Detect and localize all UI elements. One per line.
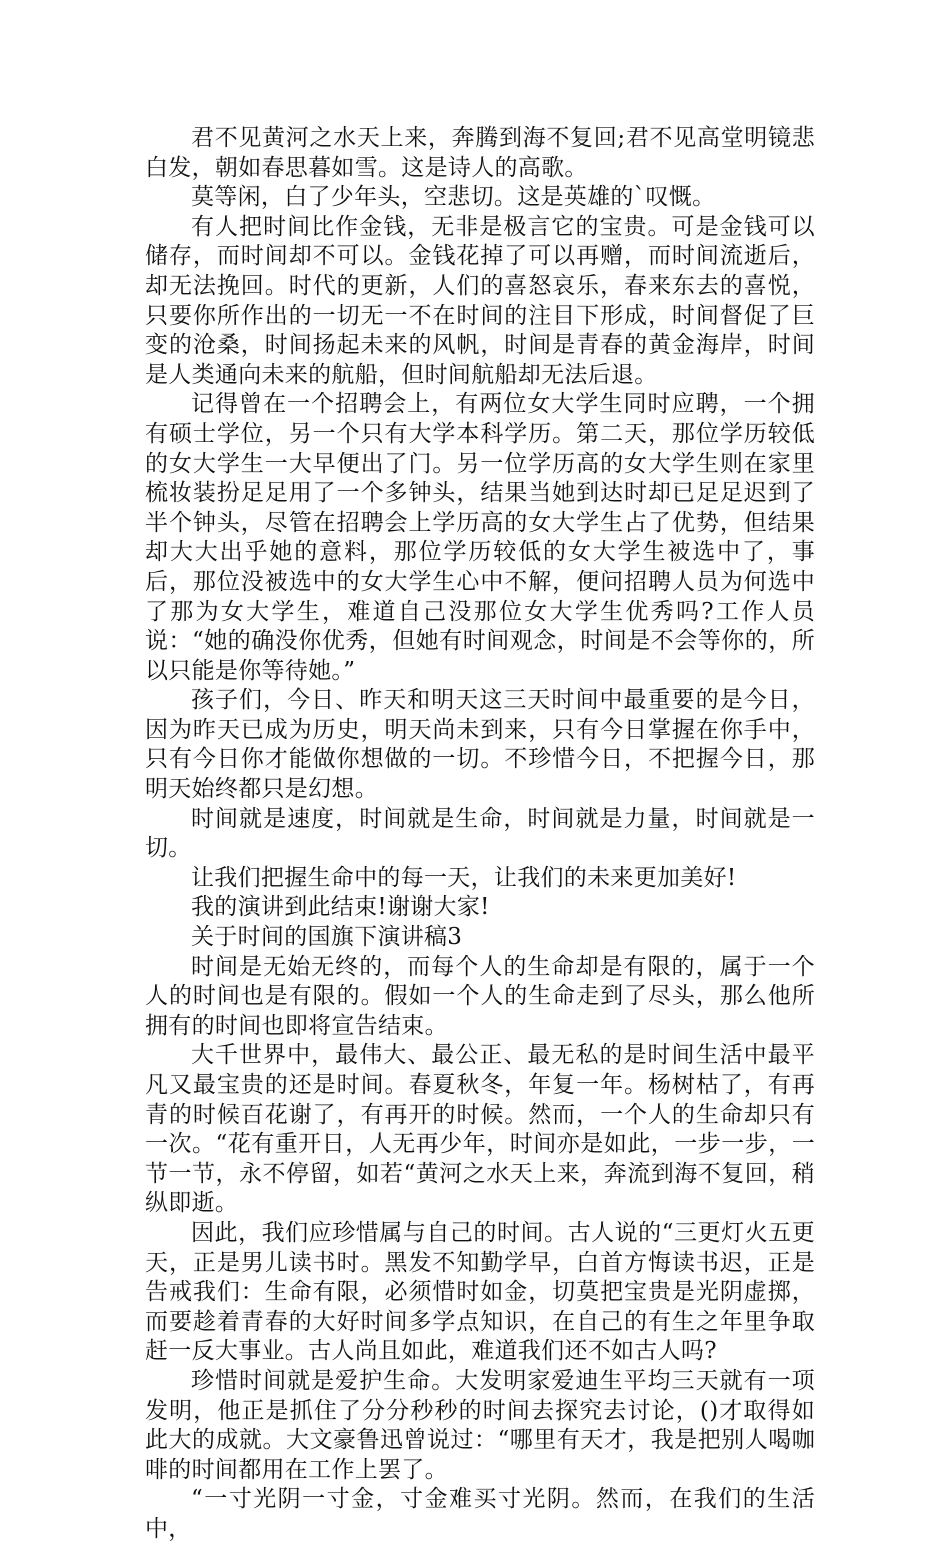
paragraph: 君不见黄河之水天上来，奔腾到海不复回;君不见高堂明镜悲白发，朝如春思暮如雪。这是诗人的高歌。 — [145, 125, 815, 181]
paragraph: 我的演讲到此结束!谢谢大家! — [191, 894, 490, 921]
section-heading: 关于时间的国旗下演讲稿3 — [191, 924, 463, 951]
paragraph: 时间是无始无终的，而每个人的生命却是有限的，属于一个人的时间也是有限的。假如一个人的生命走到了尽头，那么他所拥有的时间也即将宣告结束。 — [145, 953, 815, 1039]
paragraph: “一寸光阴一寸金，寸金难买寸光阴。然而，在我们的生活中， — [145, 1486, 815, 1542]
paragraph: 大千世界中，最伟大、最公正、最无私的是时间生活中最平凡又最宝贵的还是时间。春夏秋冬，年复一年。杨树枯了，有再青的时候百花谢了，有再开的时候。然而，一个人的生命却只有一次。“花有重开日，人无再少年，时间亦是如此，一步一步，一节一节，永不停留，如若“黄河之水天上来，奔流到海不复回，稍纵即逝。 — [145, 1042, 815, 1217]
paragraph: 孩子们，今日、昨天和明天这三天时间中最重要的是今日，因为昨天已成为历史，明天尚未到来，只有今日掌握在你手中，只有今日你才能做你想做的一切。不珍惜今日，不把握今日，那明天始终都只是幻想。 — [145, 687, 815, 803]
paragraph: 因此，我们应珍惜属与自己的时间。古人说的“三更灯火五更天，正是男儿读书时。黑发不知勤学早，白首方悔读书迟，正是告戒我们：生命有限，必须惜时如金，切莫把宝贵是光阴虚掷，而要趁着青春的大好时间多学点知识，在自己的有生之年里争取赶一反大事业。古人尚且如此，难道我们还不如古人吗? — [145, 1219, 815, 1365]
paragraph: 有人把时间比作金钱，无非是极言它的宝贵。可是金钱可以储存，而时间却不可以。金钱花掉了可以再赠，而时间流逝后，却无法挽回。时代的更新，人们的喜怒哀乐，春来东去的喜悦，只要你所作出的一切无一不在时间的注目下形成，时间督促了巨变的沧桑，时间扬起未来的风帆，时间是青春的黄金海岸，时间是人类通向未来的航船，但时间航船却无法后退。 — [145, 213, 815, 388]
document-body — [145, 124, 815, 1545]
paragraph: 莫等闲，白了少年头，空悲切。这是英雄的`叹慨。 — [191, 184, 716, 211]
paragraph: 珍惜时间就是爱护生命。大发明家爱迪生平均三天就有一项发明，他正是抓住了分分秒秒的时间去探究去讨论，()才取得如此大的成就。大文豪鲁迅曾说过：“哪里有天才，我是把别人喝咖啡的时间都用在工作上罢了。 — [145, 1367, 815, 1483]
paragraph: 时间就是速度，时间就是生命，时间就是力量，时间就是一切。 — [145, 805, 815, 862]
paragraph: 让我们把握生命中的每一天，让我们的未来更加美好! — [191, 864, 737, 891]
paragraph: 记得曾在一个招聘会上，有两位女大学生同时应聘，一个拥有硕士学位，另一个只有大学本科学历。第二天，那位学历较低的女大学生一大早便出了门。另一位学历高的女大学生则在家里梳妆装扮足足用了一个多钟头，结果当她到达时却已足足迟到了半个钟头，尽管在招聘会上学历高的女大学生占了优势，但结果却大大出乎她的意料，那位学历较低的女大学生被选中了，事后，那位没被选中的女大学生心中不解，便问招聘人员为何选中了那为女大学生，难道自己没那位女大学生优秀吗?工作人员说：“她的确没你优秀，但她有时间观念，时间是不会等你的，所以只能是你等待她。” — [145, 391, 815, 684]
